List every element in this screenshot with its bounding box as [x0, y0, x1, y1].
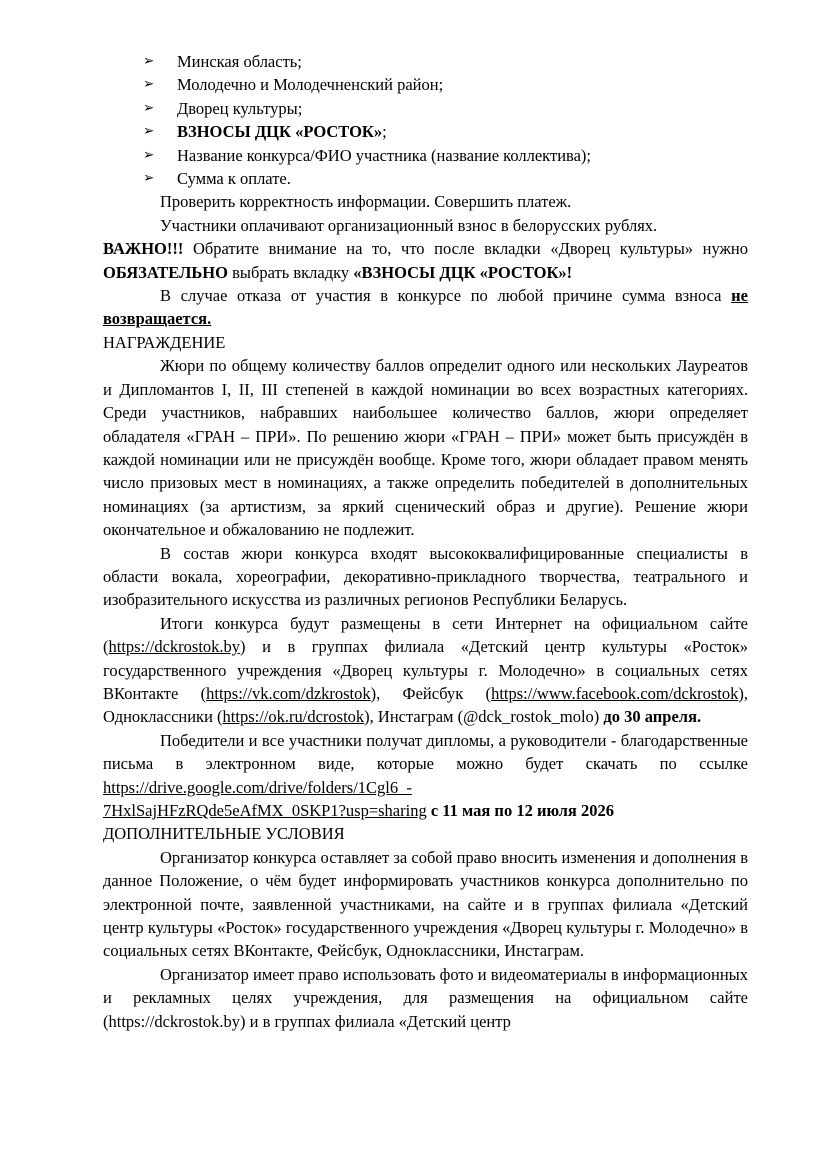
body-text: ), Одноклассники (	[103, 683, 748, 727]
body-text: ), Инстаграм (@dck_rostok_molo)	[364, 707, 604, 727]
hyperlink[interactable]: https://dckrostok.by	[108, 637, 241, 657]
hyperlink[interactable]: https://www.facebook.com/dckrostok	[491, 683, 739, 703]
body-text: Организатор имеет право использовать фото и видеоматериалы в информационных и рекламных целях учреждения, для размещения на официальном сайте (https://dckrostok.by) и в группах филиала «Детский центр	[103, 964, 748, 1031]
paragraph	[103, 214, 748, 237]
body-text: ;	[382, 122, 387, 142]
hyperlink[interactable]: https://vk.com/dzkrostok	[206, 683, 371, 703]
body-text: Минская область;	[177, 52, 302, 71]
document-content	[103, 50, 748, 1033]
paragraph	[103, 237, 748, 284]
body-text: В состав жюри конкурса входят высококвалифицированные специалисты в области вокала, хореографии, декоративно-прикладного творчества, театрального и изобразительного искусства из различных регионов Республики Беларусь.	[103, 543, 748, 610]
paragraph	[103, 963, 748, 1033]
body-text: ) и в группах филиала «Детский центр культуры «Росток» государственного учреждения «Дворец культуры г. Молодечно» в социальных сетях ВКонтакте (	[103, 637, 748, 703]
emphasis-text: с 11 мая по 12 июля 2026	[430, 801, 614, 820]
list-item	[143, 167, 748, 190]
body-text: НАГРАЖДЕНИЕ	[103, 332, 226, 352]
hyperlink[interactable]: 7HxlSajHFzRQde5eAfMX_0SKP1?usp=sharing	[103, 801, 427, 820]
arrow-bullet-list	[103, 50, 748, 190]
arrow-bullet-icon: ➢	[143, 146, 155, 163]
body-text: Победители и все участники получат дипломы, а руководители - благодарственные письма в электронном виде, которые можно будет скачать по ссылке	[103, 730, 748, 774]
hyperlink[interactable]: https://drive.google.com/drive/folders/1Cgl6_-	[103, 777, 412, 797]
paragraph	[103, 846, 748, 963]
body-text: Молодечно и Молодечненский район;	[177, 75, 444, 95]
emphasis-text: до 30 апреля.	[603, 707, 702, 727]
paragraph	[103, 354, 748, 541]
body-text: ), Фейсбук (	[370, 683, 492, 703]
list-item	[143, 73, 748, 96]
paragraph	[103, 612, 748, 729]
list-item	[143, 50, 748, 73]
emphasis-text: ОБЯЗАТЕЛЬНО	[103, 262, 228, 282]
paragraph	[103, 542, 748, 612]
list-item	[143, 97, 748, 120]
body-text: Организатор конкурса оставляет за собой право вносить изменения и дополнения в данное Положение, о чём будет информировать участников конкурса дополнительно по электронной почте, заявленной участниками, на сайте и в группах филиала «Детский центр культуры «Росток» государственного учреждения «Дворец культуры г. Молодечно» в социальных сетях ВКонтакте, Фейсбук, Одноклассники, Инстаграм.	[103, 847, 748, 961]
body-text: ДОПОЛНИТЕЛЬНЫЕ УСЛОВИЯ	[103, 824, 345, 844]
emphasis-text: «ВЗНОСЫ ДЦК «РОСТОК»!	[353, 262, 573, 282]
body-text: Название конкурса/ФИО участника (название коллектива);	[177, 145, 591, 165]
arrow-bullet-icon: ➢	[143, 53, 155, 69]
arrow-bullet-icon: ➢	[143, 123, 155, 140]
body-text: Итоги конкурса будут размещены в сети Интернет на официальном сайте (	[103, 613, 748, 657]
arrow-bullet-icon: ➢	[143, 170, 155, 187]
body-text: Обратите внимание на то, что после вкладки «Дворец культуры» нужно	[183, 239, 748, 259]
emphasis-text: не возвращается.	[103, 286, 748, 329]
list-item	[143, 144, 748, 167]
section-heading	[103, 331, 748, 354]
paragraph	[103, 190, 748, 213]
arrow-bullet-icon: ➢	[143, 99, 155, 116]
body-text: выбрать вкладку	[227, 262, 354, 282]
list-item	[143, 120, 748, 143]
arrow-bullet-icon: ➢	[143, 76, 155, 93]
paragraph	[103, 729, 748, 823]
paragraph	[103, 284, 748, 331]
body-text: Участники оплачивают организационный взнос в белорусских рублях.	[160, 215, 658, 235]
body-text: Проверить корректность информации. Совершить платеж.	[160, 192, 572, 212]
body-text: Жюри по общему количеству баллов определит одного или нескольких Лауреатов и Дипломантов I, II, III степеней в каждой номинации во всех возрастных категориях. Среди участников, набравших наибольшее количество баллов, жюри определяет обладателя «ГРАН – ПРИ». По решению жюри «ГРАН – ПРИ» может быть присуждён в каждой номинации или не присуждён вообще. Кроме того, жюри обладает правом менять число призовых мест в номинациях, а также определить победителей в дополнительных номинациях (за артистизм, за яркий сценический образ и другие). Решение жюри окончательное и обжалованию не подлежит.	[103, 356, 748, 540]
body-text: Дворец культуры;	[177, 98, 303, 118]
body-text: Сумма к оплате.	[177, 169, 291, 189]
emphasis-text: ВЗНОСЫ ДЦК «РОСТОК»	[177, 122, 383, 142]
hyperlink[interactable]: https://ok.ru/dcrostok	[222, 707, 365, 727]
emphasis-text: ВАЖНО!!!	[103, 239, 184, 259]
body-text: В случае отказа от участия в конкурсе по любой причине сумма взноса	[160, 286, 732, 306]
section-heading	[103, 822, 748, 845]
